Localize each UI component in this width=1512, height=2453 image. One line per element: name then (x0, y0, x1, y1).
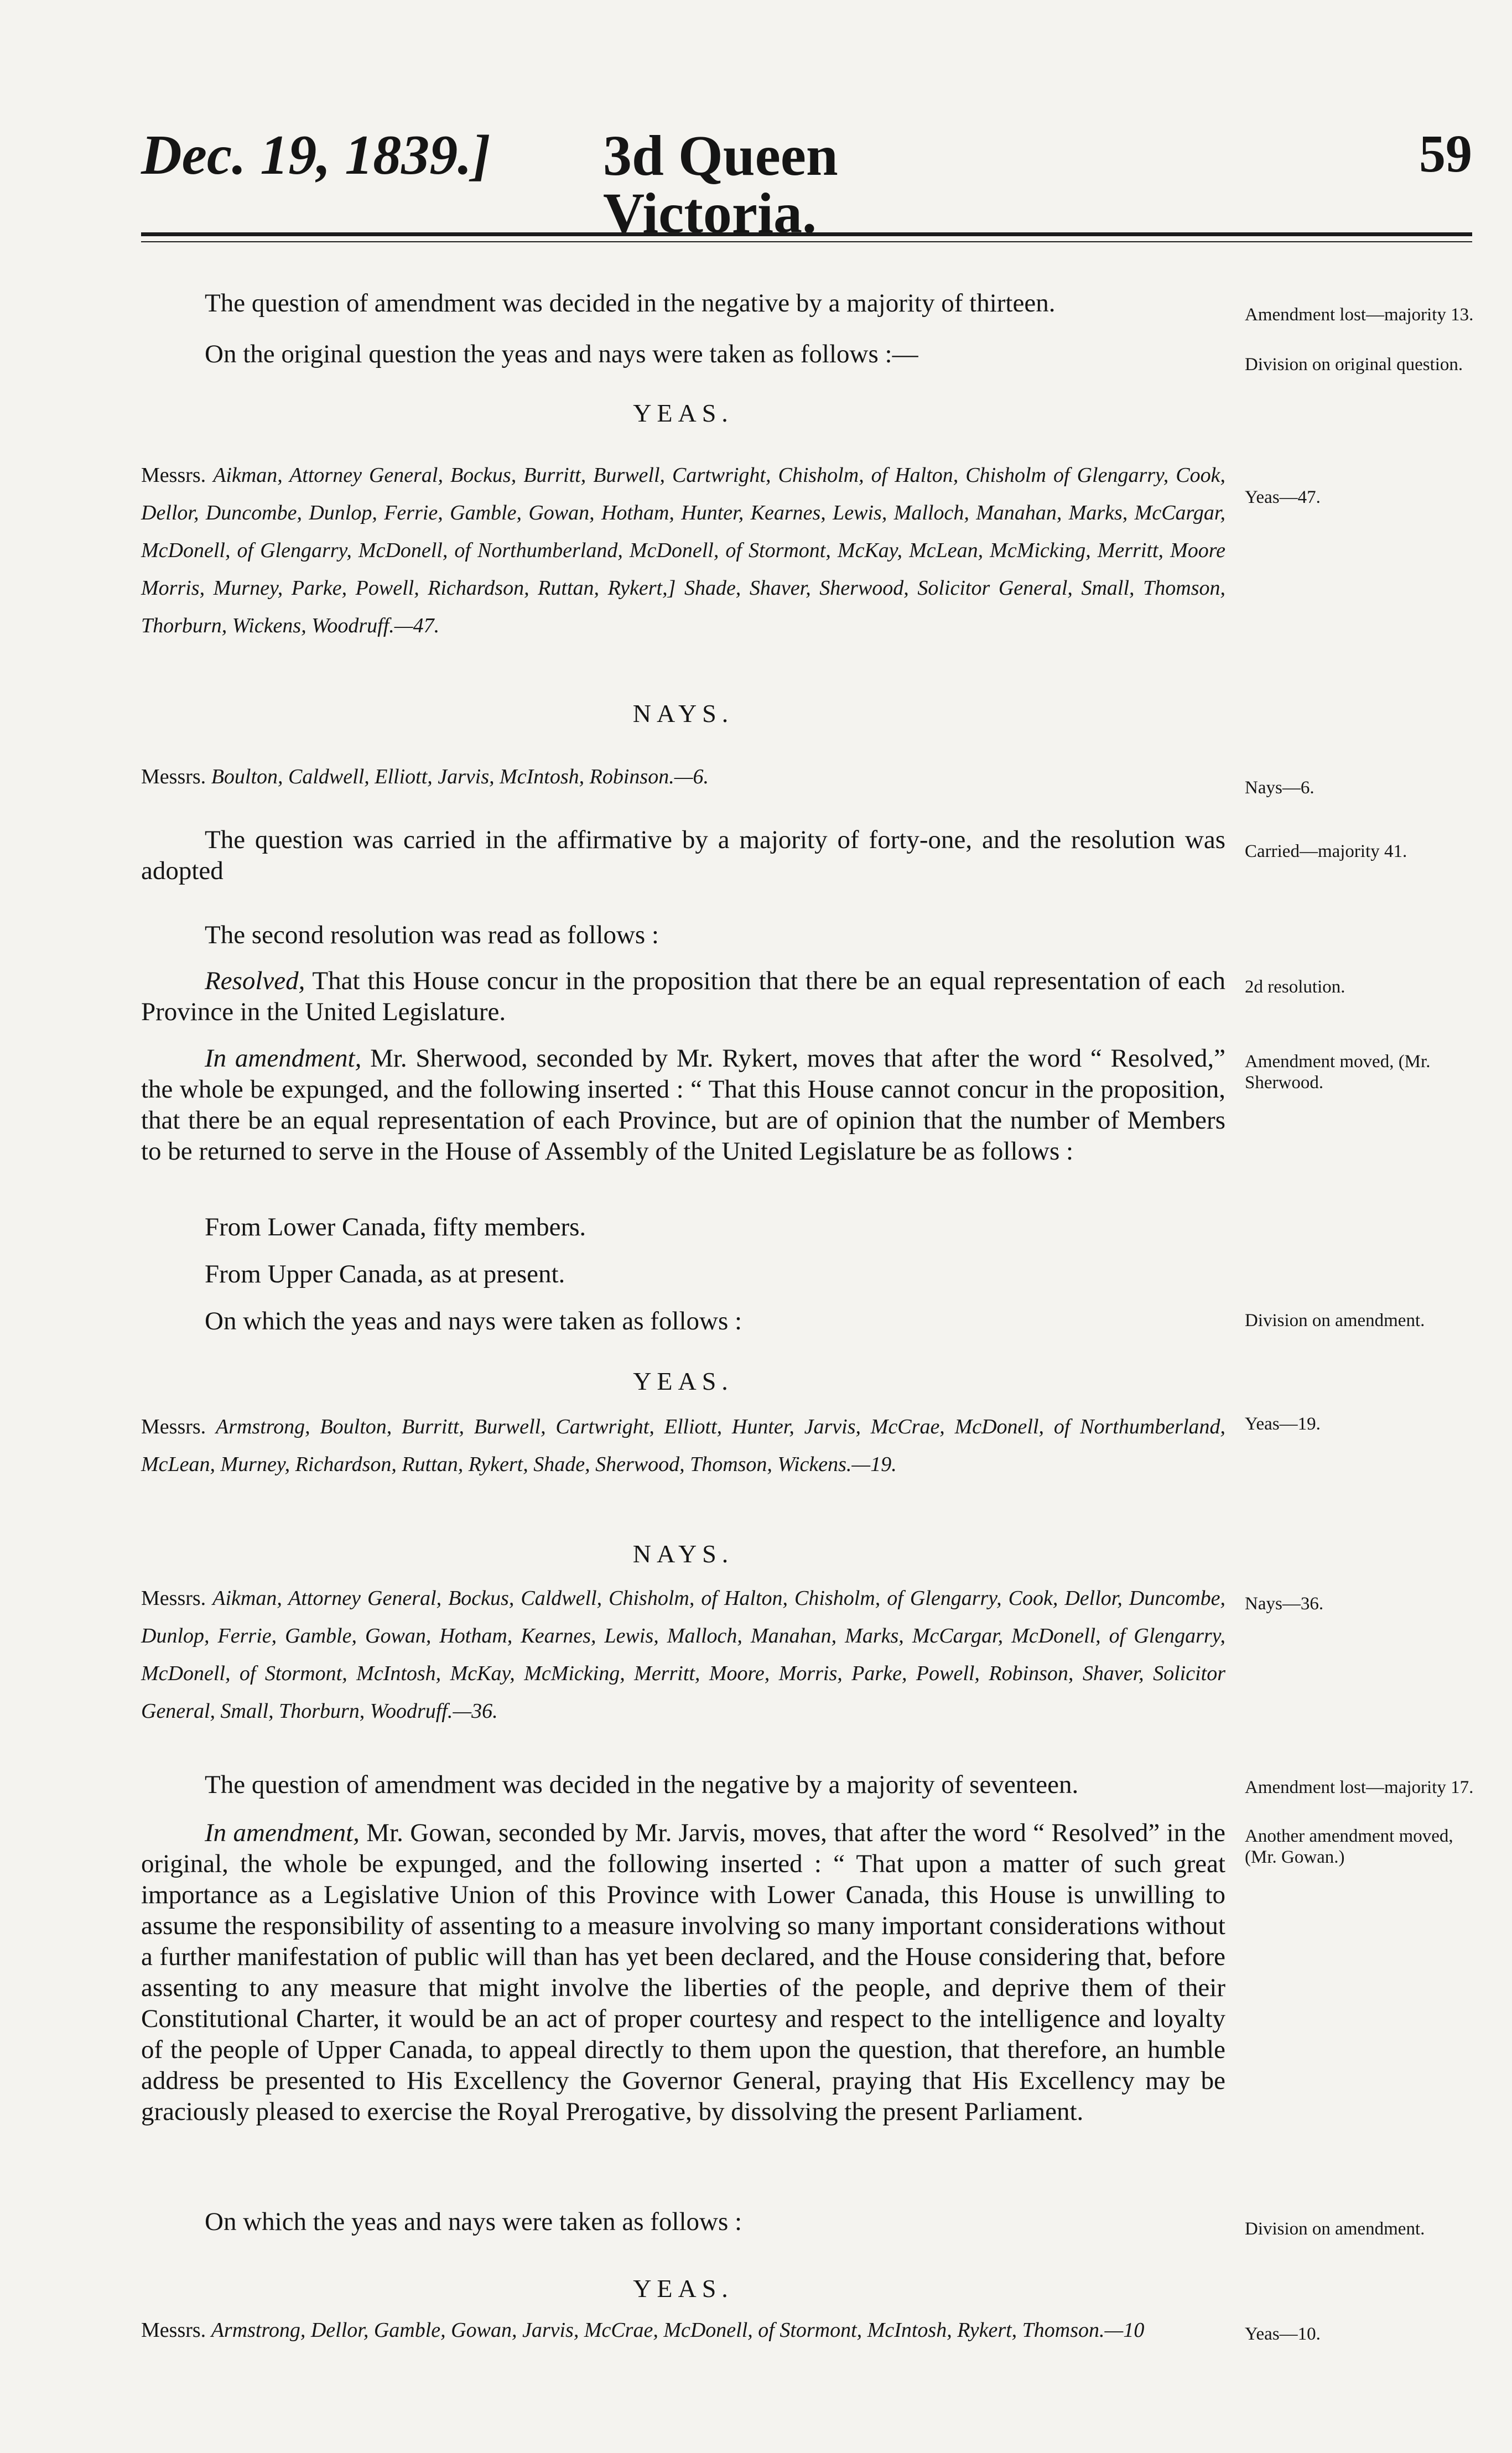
paragraph-gowan-amendment (141, 1817, 1225, 2127)
paragraph-original-question: On the original question the yeas and nays were taken as follows :— (205, 340, 918, 368)
paragraph-sherwood-amendment (141, 1043, 1225, 1167)
amendment-text-2: Mr. Gowan, seconded by Mr. Jarvis, moves, that after the word “ Resolved” in the original, the whole be expunged, and the following inserted : “ That upon a matter of such great importance as a Legislative Union of this Province with Lower Canada, this House is unwilling to assume the responsibility of assenting to a measure involving so many important considerations without a further manifestation of public will than has yet been declared, and the House considering that, before assenting to any measure that might involve the liberties of the people, and deprive them of their Constitutional Charter, it would be an act of proper courtesy and respect to the intelligence and loyalty of the people of Upper Canada, to appeal directly to them upon the question, that therefore, an humble address be presented to His Excellency the Governor General, praying that His Excellency may be graciously pleased to exercise the Royal Prerogative, by dissolving the present Parliament. (141, 1818, 1225, 2126)
resolved-text: That this House concur in the proposition that there be an equal representation of each Province in the United Legislature. (141, 966, 1225, 1026)
header-rule-thin (141, 241, 1472, 242)
nays-names-1: Boulton, Caldwell, Elliott, Jarvis, McIntosh, Robinson.—6. (211, 765, 709, 788)
yeas-roll-3 (141, 2311, 1225, 2349)
paragraph-second-resolution: The second resolution was read as follows : (205, 921, 659, 949)
paragraph-division-2: On which the yeas and nays were taken as follows : (205, 2207, 742, 2236)
paragraph-carried: The question was carried in the affirmative by a majority of forty-one, and the resolution was adopted (141, 825, 1225, 885)
margin-note-division-amendment: Division on amendment. (1245, 1311, 1425, 1331)
paragraph-division: On which the yeas and nays were taken as follows : (205, 1307, 742, 1335)
header-title: 3d Queen Victoria. (603, 124, 838, 245)
paragraph-lower-canada: From Lower Canada, fifty members. (205, 1213, 586, 1241)
margin-note-amendment-lost-17: Amendment lost—majority 17. (1245, 1778, 1474, 1797)
nays-heading-1: NAYS. (632, 699, 734, 727)
messrs-label: Messrs. (141, 2319, 206, 2342)
paragraph-resolved (141, 965, 1225, 1027)
margin-note-yeas-19: Yeas—19. (1245, 1414, 1321, 1434)
margin-note-nays-6: Nays—6. (1245, 778, 1314, 798)
paragraph-amendment-lost: The question of amendment was decided in the negative by a majority of thirteen. (205, 289, 1056, 318)
yeas-names-1: Aikman, Attorney General, Bockus, Burritt, Burwell, Cartwright, Chisholm, of Halton, Chisholm of Glengarry, Cook, Dellor, Duncombe, Dunlop, Ferrie, Gamble, Gowan, Hotham, Hunter, Kearnes, Lewis, Malloch, Manahan, Marks, McCargar, McDonell, of Glengarry, McDonell, of Northumberland, McDonell, of Stormont, McKay, McLean, McMicking, Merritt, Moore Morris, Murney, Parke, Powell, Richardson, Ruttan, Rykert,] Shade, Shaver, Sherwood, Solicitor General, Small, Thomson, Thorburn, Wickens, Woodruff.—47. (141, 464, 1226, 637)
nays-roll-2 (141, 1579, 1225, 1730)
margin-note-carried: Carried—majority 41. (1245, 841, 1407, 861)
yeas-names-2: Armstrong, Boulton, Burritt, Burwell, Cartwright, Elliott, Hunter, Jarvis, McCrae, McDonell, of Northumberland, McLean, Murney, Richardson, Ruttan, Rykert, Shade, Sherwood, Thomson, Wickens.—19. (141, 1415, 1226, 1476)
margin-note-division-amendment-2: Division on amendment. (1245, 2219, 1425, 2239)
yeas-heading-2: YEAS. (633, 1367, 734, 1395)
paragraph-upper-canada: From Upper Canada, as at present. (205, 1260, 565, 1288)
paragraph-amendment-lost-2: The question of amendment was decided in the negative by a majority of seventeen. (205, 1770, 1079, 1799)
yeas-heading-1: YEAS. (633, 399, 734, 427)
yeas-roll-1 (141, 456, 1225, 645)
messrs-label: Messrs. (141, 464, 206, 487)
header-rule-thick (141, 232, 1472, 236)
margin-note-amendment-lost: Amendment lost—majority 13. (1245, 305, 1474, 325)
margin-note-yeas-47: Yeas—47. (1245, 487, 1321, 507)
header-date: Dec. 19, 1839.] (141, 124, 491, 186)
nays-roll-1 (141, 758, 1225, 796)
margin-note-division-original: Division on original question. (1245, 355, 1463, 375)
amendment-lead-2: In amendment, (205, 1818, 360, 1847)
margin-note-nays-36: Nays—36. (1245, 1594, 1324, 1614)
resolved-lead: Resolved, (205, 966, 305, 995)
messrs-label: Messrs. (141, 1415, 206, 1438)
amendment-lead: In amendment, (205, 1044, 362, 1073)
yeas-heading-3: YEAS. (633, 2274, 734, 2303)
nays-names-2: Aikman, Attorney General, Bockus, Caldwell, Chisholm, of Halton, Chisholm, of Glengarry, Cook, Dellor, Duncombe, Dunlop, Ferrie, Gamble, Gowan, Hotham, Kearnes, Lewis, Malloch, Manahan, Marks, McCargar, McDonell, of Glengarry, McDonell, of Stormont, McIntosh, McKay, McMicking, Merritt, Moore, Morris, Parke, Powell, Robinson, Shaver, Solicitor General, Small, Thorburn, Woodruff.—36. (141, 1587, 1226, 1723)
yeas-names-3: Armstrong, Dellor, Gamble, Gowan, Jarvis, McCrae, McDonell, of Stormont, McIntosh, Rykert, Thomson.—10 (211, 2319, 1145, 2342)
page-number: 59 (1419, 124, 1472, 183)
margin-note-yeas-10: Yeas—10. (1245, 2324, 1321, 2344)
messrs-label: Messrs. (141, 765, 206, 788)
messrs-label: Messrs. (141, 1587, 206, 1610)
yeas-roll-2 (141, 1408, 1225, 1483)
margin-note-amendment-sherwood: Amendment moved, (Mr. Sherwood. (1245, 1052, 1431, 1093)
amendment-text: Mr. Sherwood, seconded by Mr. Rykert, moves that after the word “ Resolved,” the whole be expunged, and the following inserted : “ That this House cannot concur in the proposition, that there be an equal representation of each Province, but are of opinion that the number of Members to be returned to serve in the House of Assembly of the United Legislature be as follows : (141, 1044, 1225, 1166)
nays-heading-2: NAYS. (632, 1540, 734, 1568)
margin-note-amendment-gowan: Another amendment moved, (Mr. Gowan.) (1245, 1826, 1453, 1867)
margin-note-2d-resolution: 2d resolution. (1245, 977, 1345, 997)
